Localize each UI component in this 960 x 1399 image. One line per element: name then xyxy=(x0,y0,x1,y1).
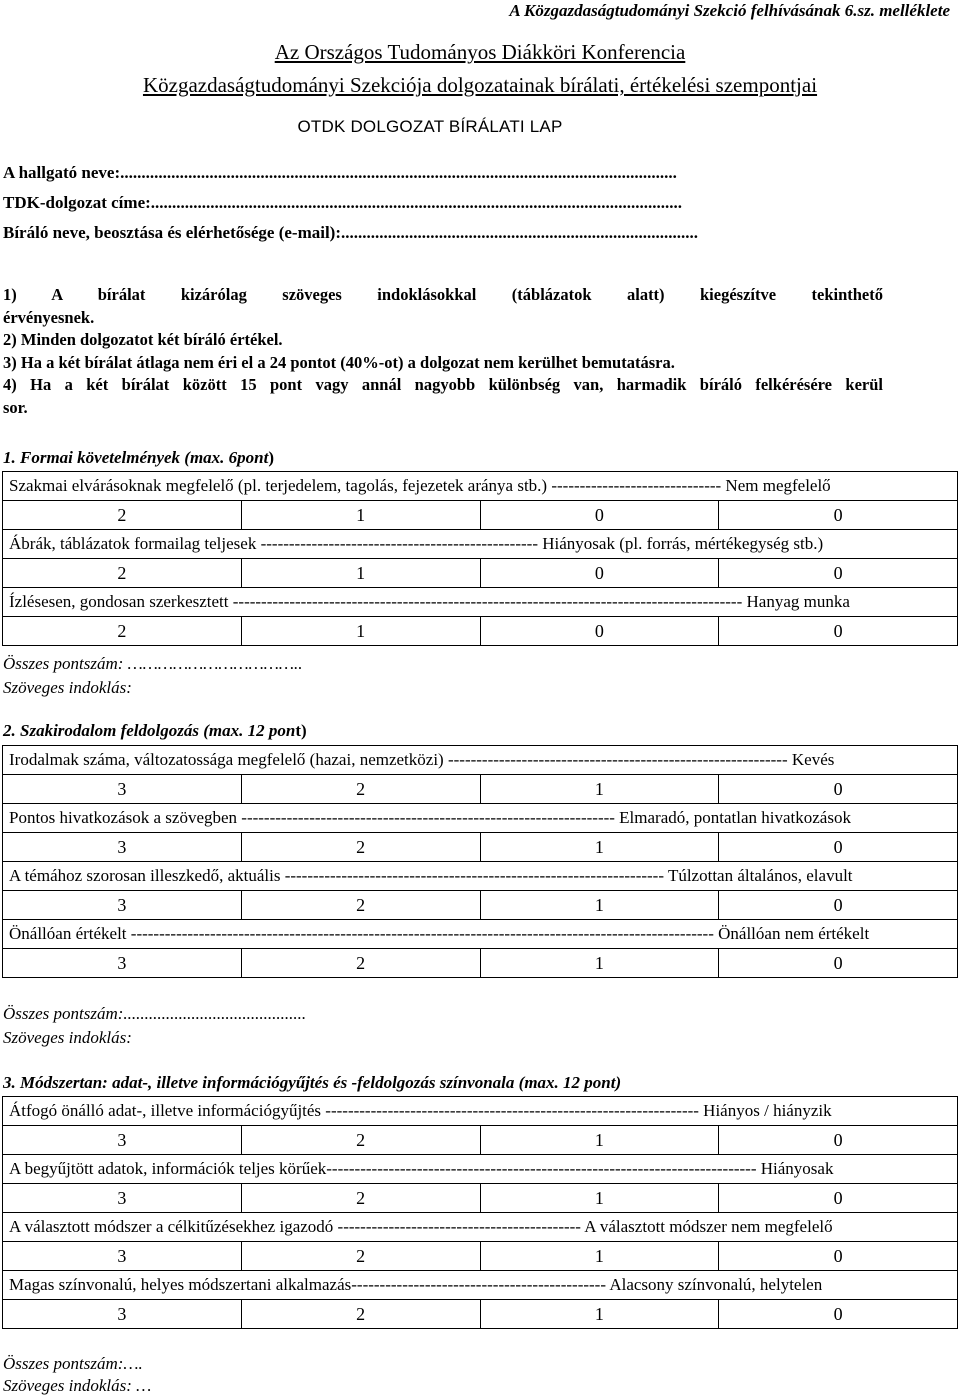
score-option[interactable]: 0 xyxy=(480,559,719,588)
section-1-heading-tail: ) xyxy=(268,448,275,467)
rule-2: 2) Minden dolgozatot két bíráló értékel. xyxy=(3,330,283,349)
score-option[interactable]: 2 xyxy=(241,1242,480,1271)
score-option[interactable]: 2 xyxy=(3,501,242,530)
section-2-heading-text: 2. Szakirodalom feldolgozás (max. 12 pon xyxy=(3,721,296,740)
reviewer-field[interactable] xyxy=(3,223,698,243)
score-option[interactable]: 2 xyxy=(241,949,480,978)
section-2-table xyxy=(2,745,958,978)
score-option[interactable]: 3 xyxy=(3,1184,242,1213)
section-1-heading xyxy=(3,448,274,468)
score-option[interactable]: 0 xyxy=(719,501,958,530)
score-option[interactable]: 2 xyxy=(241,1300,480,1329)
section-3-table xyxy=(2,1096,958,1329)
document-title-line-2: Közgazdaságtudományi Szekciója dolgozatainak bírálati, értékelési szempontjai xyxy=(142,73,818,97)
section-2-heading-tail: t) xyxy=(295,721,307,740)
criterion-row: A témához szorosan illeszkedő, aktuális ------------------------------------------------------------------- Túlzottan általános, elavult xyxy=(3,862,958,891)
score-option[interactable]: 0 xyxy=(719,775,958,804)
score-option[interactable]: 0 xyxy=(480,617,719,646)
thesis-title-label: TDK-dolgozat címe: xyxy=(3,193,151,212)
rule-1: 1) A bírálat kizárólag szöveges indoklásokkal (táblázatok alatt) kiegészítve tekinthető xyxy=(3,285,883,304)
score-option[interactable]: 3 xyxy=(3,775,242,804)
section-3-total[interactable]: Összes pontszám:…. xyxy=(3,1354,143,1373)
score-option[interactable]: 2 xyxy=(3,617,242,646)
student-name-dots: ................................................................................................................................... xyxy=(120,163,677,182)
score-option[interactable]: 0 xyxy=(719,1126,958,1155)
thesis-title-dots: ............................................................................................................................. xyxy=(150,193,683,212)
rules-block xyxy=(3,284,883,419)
score-option[interactable]: 3 xyxy=(3,833,242,862)
rule-4-cont: sor. xyxy=(3,397,28,417)
rule-3: 3) Ha a két bírálat átlaga nem éri el a 24 pontot (40%-ot) a dolgozat nem kerülhet bemutatásra. xyxy=(3,352,675,372)
score-option[interactable]: 2 xyxy=(241,775,480,804)
score-option[interactable]: 0 xyxy=(719,949,958,978)
section-2-justification[interactable]: Szöveges indoklás: xyxy=(3,1028,132,1047)
reviewer-label: Bíráló neve, beosztása és elérhetősége (e-mail): xyxy=(3,223,341,242)
criterion-row: Irodalmak száma, változatossága megfelelő (hazai, nemzetközi) ------------------------------------------------------------ Kevés xyxy=(3,746,958,775)
rule-1-cont: érvényesnek. xyxy=(3,307,95,327)
thesis-title-field[interactable] xyxy=(3,193,682,213)
section-3-heading-text: 3. Módszertan: adat-, illetve információgyűjtés és -feldolgozás színvonala (max. 12 pont) xyxy=(3,1073,622,1092)
score-option[interactable]: 3 xyxy=(3,1242,242,1271)
score-option[interactable]: 3 xyxy=(3,891,242,920)
student-name-field[interactable] xyxy=(3,163,677,183)
score-option[interactable]: 1 xyxy=(241,559,480,588)
criterion-row: Átfogó önálló adat-, illetve információgyűjtés ------------------------------------------------------------------ Hiányos / hiányzik xyxy=(3,1097,958,1126)
score-option[interactable]: 0 xyxy=(719,1184,958,1213)
section-3-heading xyxy=(3,1073,621,1093)
criterion-row: Magas színvonalú, helyes módszertani alkalmazás--------------------------------------------- Alacsony színvonalú, helytelen xyxy=(3,1271,958,1300)
section-3-justification[interactable]: Szöveges indoklás: … xyxy=(3,1376,152,1395)
score-option[interactable]: 0 xyxy=(719,1300,958,1329)
section-1-total[interactable]: Összes pontszám: …………………………….. xyxy=(3,654,303,673)
score-option[interactable]: 0 xyxy=(719,1242,958,1271)
score-option[interactable]: 1 xyxy=(480,775,719,804)
score-option[interactable]: 2 xyxy=(241,891,480,920)
rule-4: 4) Ha a két bírálat között 15 pont vagy annál nagyobb különbség van, harmadik bíráló felkérésére kerül xyxy=(3,375,883,394)
score-option[interactable]: 1 xyxy=(480,891,719,920)
score-option[interactable]: 3 xyxy=(3,949,242,978)
score-option[interactable]: 1 xyxy=(241,501,480,530)
section-1-heading-text: 1. Formai követelmények (max. 6pont xyxy=(3,448,269,467)
score-option[interactable]: 2 xyxy=(3,559,242,588)
criterion-row: Szakmai elvárásoknak megfelelő (pl. terjedelem, tagolás, fejezetek aránya stb.) ------------------------------ Nem megfelelő xyxy=(3,472,958,501)
score-option[interactable]: 1 xyxy=(480,1126,719,1155)
score-option[interactable]: 2 xyxy=(241,1126,480,1155)
criterion-row: Ízlésesen, gondosan szerkesztett ------------------------------------------------------------------------------------------ Hanyag munka xyxy=(3,588,958,617)
section-1-justification[interactable]: Szöveges indoklás: xyxy=(3,678,132,697)
student-name-label: A hallgató neve: xyxy=(3,163,121,182)
score-option[interactable]: 3 xyxy=(3,1300,242,1329)
section-1-table xyxy=(2,471,958,646)
annex-label: A Közgazdaságtudományi Szekció felhívásának 6.sz. melléklete xyxy=(509,1,950,20)
score-option[interactable]: 1 xyxy=(480,833,719,862)
score-option[interactable]: 0 xyxy=(480,501,719,530)
section-2-heading xyxy=(3,721,307,741)
score-option[interactable]: 1 xyxy=(480,949,719,978)
score-option[interactable]: 1 xyxy=(480,1242,719,1271)
criterion-row: Pontos hivatkozások a szövegben ------------------------------------------------------------------ Elmaradó, pontatlan hivatkozások xyxy=(3,804,958,833)
document-title-line-1: Az Országos Tudományos Diákköri Konferencia xyxy=(274,40,686,64)
criterion-row: Ábrák, táblázatok formailag teljesek ------------------------------------------------- Hiányosak (pl. forrás, mértékegység stb.) xyxy=(3,530,958,559)
score-option[interactable]: 0 xyxy=(719,891,958,920)
criterion-row: A begyűjtött adatok, információk teljes körűek---------------------------------------------------------------------------- Hiányosak xyxy=(3,1155,958,1184)
criterion-row: Önállóan értékelt ------------------------------------------------------------------------------------------------------- Önállóan nem értékelt xyxy=(3,920,958,949)
score-option[interactable]: 2 xyxy=(241,833,480,862)
criterion-row: A választott módszer a célkitűzésekhez igazodó ------------------------------------------- A választott módszer nem megfelelő xyxy=(3,1213,958,1242)
form-subtitle: OTDK DOLGOZAT BÍRÁLATI LAP xyxy=(297,117,563,136)
score-option[interactable]: 2 xyxy=(241,1184,480,1213)
section-2-total[interactable]: Összes pontszám:........................................... xyxy=(3,1004,307,1023)
score-option[interactable]: 1 xyxy=(241,617,480,646)
score-option[interactable]: 0 xyxy=(719,617,958,646)
score-option[interactable]: 0 xyxy=(719,833,958,862)
score-option[interactable]: 0 xyxy=(719,559,958,588)
score-option[interactable]: 3 xyxy=(3,1126,242,1155)
reviewer-dots: .................................................................................... xyxy=(341,223,698,242)
score-option[interactable]: 1 xyxy=(480,1184,719,1213)
score-option[interactable]: 1 xyxy=(480,1300,719,1329)
